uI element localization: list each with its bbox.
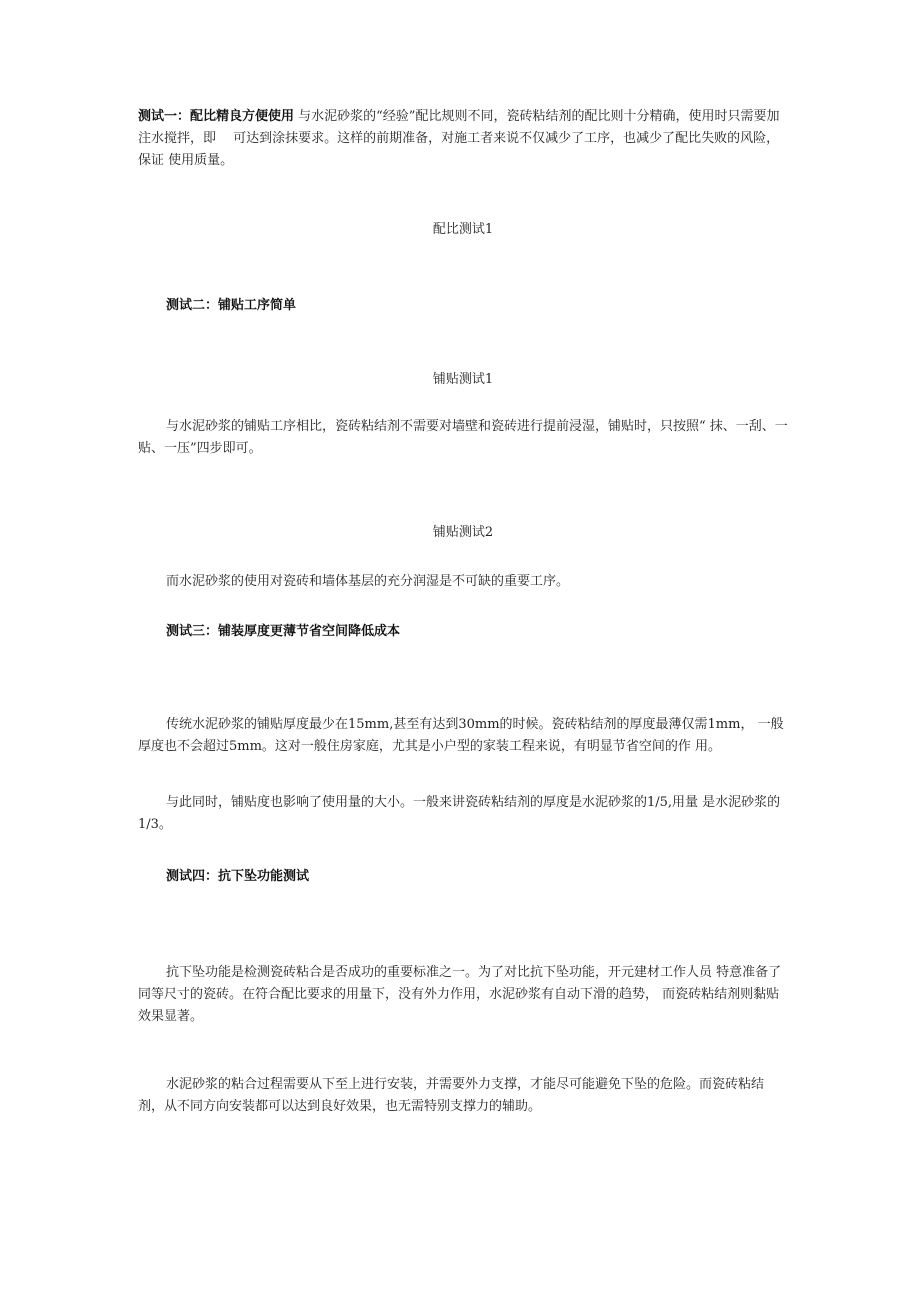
paragraph-usage-amount: 与此同时，铺贴度也影响了使用量的大小。一般来讲瓷砖粘结剂的厚度是水泥砂浆的1/5,用量 是水泥砂浆的1/3。: [138, 795, 781, 832]
paragraph-anti-slip: 抗下坠功能是检测瓷砖粘合是否成功的重要标准之一。为了对比抗下坠功能，开元建材工作人员 特意准备了同等尺寸的瓷砖。在符合配比要求的用量下，没有外力作用，水泥砂浆有自动下滑的趋势， 而瓷砖粘结剂则黏贴效果显著。: [138, 965, 782, 1024]
caption-laying-test-2: 铺贴测试2: [432, 525, 494, 540]
test-one-text: 与水泥砂浆的“经验”配比规则不同，瓷砖粘结剂的配比则十分精确，使用时只需要加注水搅拌，即 可达到涂抹要求。这样的前期准备，对施工者来说不仅减少了工序，也减少了配比失败的风险，保证 使用质量。: [138, 109, 780, 168]
paragraph-thickness: 传统水泥砂浆的铺贴厚度最少在15mm,甚至有达到30mm的时候。瓷砖粘结剂的厚度最薄仅需1mm， 一般厚度也不会超过5mm。这对一般住房家庭，尤其是小户型的家装工程来说，有明显节省空间的作 用。: [138, 717, 784, 754]
caption-laying-test-1: 铺贴测试1: [432, 372, 494, 387]
caption-ratio-test-1: 配比测试1: [432, 222, 494, 237]
paragraph-laying-process: 与水泥砂浆的铺贴工序相比，瓷砖粘结剂不需要对墙壁和瓷砖进行提前浸湿，铺贴时，只按照“ 抹、一刮、一贴、一压”四步即可。: [138, 419, 788, 456]
heading-test-two: 测试二：铺贴工序简单: [166, 298, 297, 313]
paragraph-cement-wetting: 而水泥砂浆的使用对瓷砖和墙体基层的充分润湿是不可缺的重要工序。: [166, 574, 570, 589]
heading-test-four: 测试四：抗下坠功能测试: [166, 869, 310, 884]
paragraph-test-one: [138, 106, 788, 172]
heading-test-three: 测试三：铺装厚度更薄节省空间降低成本: [166, 624, 401, 639]
paragraph-installation: 水泥砂浆的粘合过程需要从下至上进行安装，并需要外力支撑，才能尽可能避免下坠的危险。而瓷砖粘结剂，从不同方向安装都可以达到良好效果，也无需特别支撑力的辅助。: [138, 1077, 765, 1114]
test-one-title: 测试一：配比精良方便使用: [138, 109, 295, 124]
